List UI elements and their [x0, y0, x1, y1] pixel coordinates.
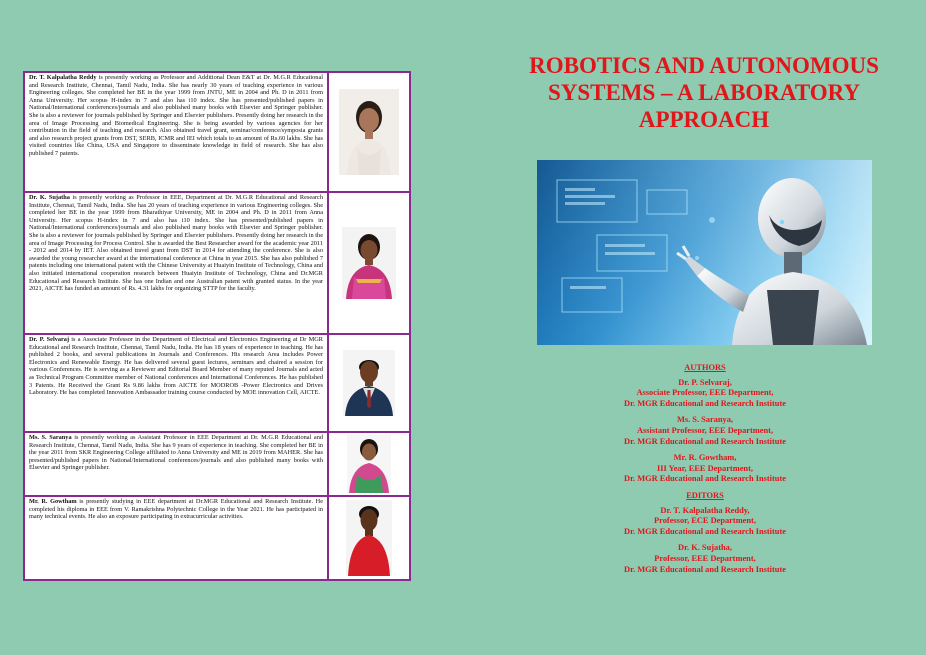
author-entry [530, 378, 880, 410]
author-role: III Year, EEE Department, [657, 463, 753, 473]
author-name: Mr. R. Gowtham, [673, 453, 737, 463]
editors-heading: EDITORS [686, 490, 724, 500]
editor-org: Dr. MGR Educational and Research Institute [624, 564, 786, 574]
author-entry [530, 453, 880, 485]
bio-row-kalpalatha [25, 73, 409, 193]
portrait-photo [329, 193, 409, 333]
editor-entry [530, 543, 880, 575]
author-bio-table [23, 71, 411, 581]
bio-text [25, 73, 329, 191]
bio-text [25, 193, 329, 333]
bio-body: is a Associate Professor in the Department of Electrical and Electronics Engineering at Dr MGR Educational and Research Institute, Chennai, Tamil Nadu, India. He has 18 years of experience in teaching. He has published 2 books, and several publications in Journals and Conferences. His research Area includes Power Electronics and Renewable Energy. He has delivered several guest lectures, seminars and chaired a session for various Conferences. He is serving as a Reviewer and Editorial Board Member of many reputed Journals and acted as Technical Program Committee member of National conferences and International Conferences. He has published 3 Patents. He Received the Grant Rs 9.86 lakhs from AICTE for MODROB -Power Electronics and Drives Laboratory. He has completed Innovation Ambassador training course conducted by MOE innovation Cell, AICTE. [29, 336, 323, 397]
author-org: Dr. MGR Educational and Research Institute [624, 398, 786, 408]
bio-body: is presently working as Professor and Additional Dean E&T at Dr. M.G.R Educational and Research Institute, Chennai, Tamil Nadu, India. She has nearly 30 years of teaching experience in various Engineering colleges. She completed her BE in the year 1999 from JNTU, ME in 2004 and Ph. D in 2011 from Anna University. Her scopus H-index in 7 and also has i10 index. She has presented/published papers in National/International conferences/journals and also published many books with Elsevier and Springer publisher. She is also a reviewer for journals published by Springer and Elsevier publishers. Presently doing her research in the area of Image Processing and Biomedical Engineering. She is being awarded by various agencies for her contribution in the field of teaching and research. Also obtained travel grant, seminar/conference/symposia grants and also research project grants from DST, SERB, ICMR and IEI which totals to an amount of Rs.60 lakhs. She has visited countries like China, USA and Singapore to disseminate knowledge in field of research. She has also published 7 patents. [29, 74, 323, 157]
editor-entry [530, 506, 880, 538]
book-title [500, 52, 908, 133]
credits-block [530, 360, 880, 575]
editor-name: Dr. K. Sujatha, [678, 543, 732, 553]
author-role: Associate Professor, EEE Department, [636, 388, 774, 398]
portrait-kalpalatha-image [339, 89, 399, 175]
bio-body: is presently working as Assistant Professor in EEE Department at Dr. M.G.R Educational and Research Institute, Chennai, Tamil Nadu, India. She has 9 years of experience in teaching. She completed her BE in the year 2011 from SKR Engineering College affiliated to Anna University and ME in 2019 from MAHER. She has presented/published papers in National/International conferences/journals and also published many books with Elsevier and Springer publisher. [29, 434, 323, 472]
title-line-1: ROBOTICS AND AUTONOMOUS [529, 53, 879, 78]
bio-text [25, 497, 329, 579]
portrait-photo [329, 73, 409, 191]
bio-text [25, 433, 329, 495]
author-name: Dr. P. Selvaraj, [678, 377, 732, 387]
portrait-sujatha-image [342, 227, 396, 299]
author-entry [530, 415, 880, 447]
title-line-3: APPROACH [638, 107, 770, 132]
editor-org: Dr. MGR Educational and Research Institute [624, 526, 786, 536]
bio-name: Dr. P. Selvaraj [29, 336, 70, 343]
robot-cover-image [537, 160, 872, 345]
editor-role: Professor, EEE Department, [654, 553, 756, 563]
title-line-2: SYSTEMS – A LABORATORY [547, 80, 861, 105]
bio-body: is presently working as Professor in EEE, Department at Dr. M.G.R Educational and Research Institute, Chennai, Tamil Nadu, India. She has 20 years of teaching experience in various Engineering colleges. She completed her BE in the year 1999 from Bharathiyar University, ME in 2004 and Ph. D in 2011 from Anna University. Her scopus H-index in 7 and also has i10 index. She has presented/published papers in National/International conferences/journals and also published many books with Elsevier and Springer publisher. She is also a reviewer for journals published by Springer and Elsevier publishers. Presently doing her research in the area of Image Processing for Process Control. She is awarded the Best Researcher award for the academic year 2011 - 2012 and 2014 by IET. Also obtained travel grant from DST in 2014 for attending the conference. She is also awarded the young researcher award at the international conference at China in year 2015. She has also published 7 patents including one international patent with the Chinese University at Huaiyin Institute of Technology, China and also initiated international cooperation research between Huaiyin Institute of Technology, China and Dr.MGR Educational and Research Institute. She has one Indian and one Australian patent with granted status. In the year 2021, AICTE has funded an amount of Rs. 4.31 lakhs for organizing STTP for the faculty. [29, 194, 323, 293]
portrait-selvaraj-image [343, 350, 395, 416]
authors-heading: AUTHORS [684, 363, 726, 372]
author-org: Dr. MGR Educational and Research Institute [624, 474, 786, 484]
author-name: Ms. S. Saranya, [676, 415, 734, 425]
portrait-photo [329, 497, 409, 579]
portrait-photo [329, 335, 409, 431]
bio-name: Dr. T. Kalpalatha Reddy [29, 74, 97, 81]
author-org: Dr. MGR Educational and Research Institute [624, 436, 786, 446]
bio-row-selvaraj [25, 335, 409, 433]
bio-row-sujatha [25, 193, 409, 335]
bio-name: Dr. K. Sujatha [29, 194, 70, 201]
humanoid-robot-illustration [537, 160, 872, 345]
bio-name: Mr. R. Gowtham [29, 498, 77, 505]
bio-body: is presently studying in EEE department at Dr.MGR Educational and Research Institute. He completed his diploma in EEE from V. Ramakrishna Polytechnic College in the Year 2021. He has participated in many technical events. He also an exposure participating in extracurricular activities. [29, 498, 323, 521]
portrait-gowtham-image [346, 500, 392, 576]
bio-text [25, 335, 329, 431]
bio-row-gowtham [25, 497, 409, 579]
editor-name: Dr. T. Kalpalatha Reddy, [660, 505, 750, 515]
bio-row-saranya [25, 433, 409, 497]
bio-name: Ms. S. Saranya [29, 434, 72, 441]
portrait-photo [329, 433, 409, 495]
portrait-saranya-image [347, 435, 391, 493]
author-role: Assistant Professor, EEE Department, [636, 425, 774, 435]
editor-role: Professor, ECE Department, [654, 516, 756, 526]
